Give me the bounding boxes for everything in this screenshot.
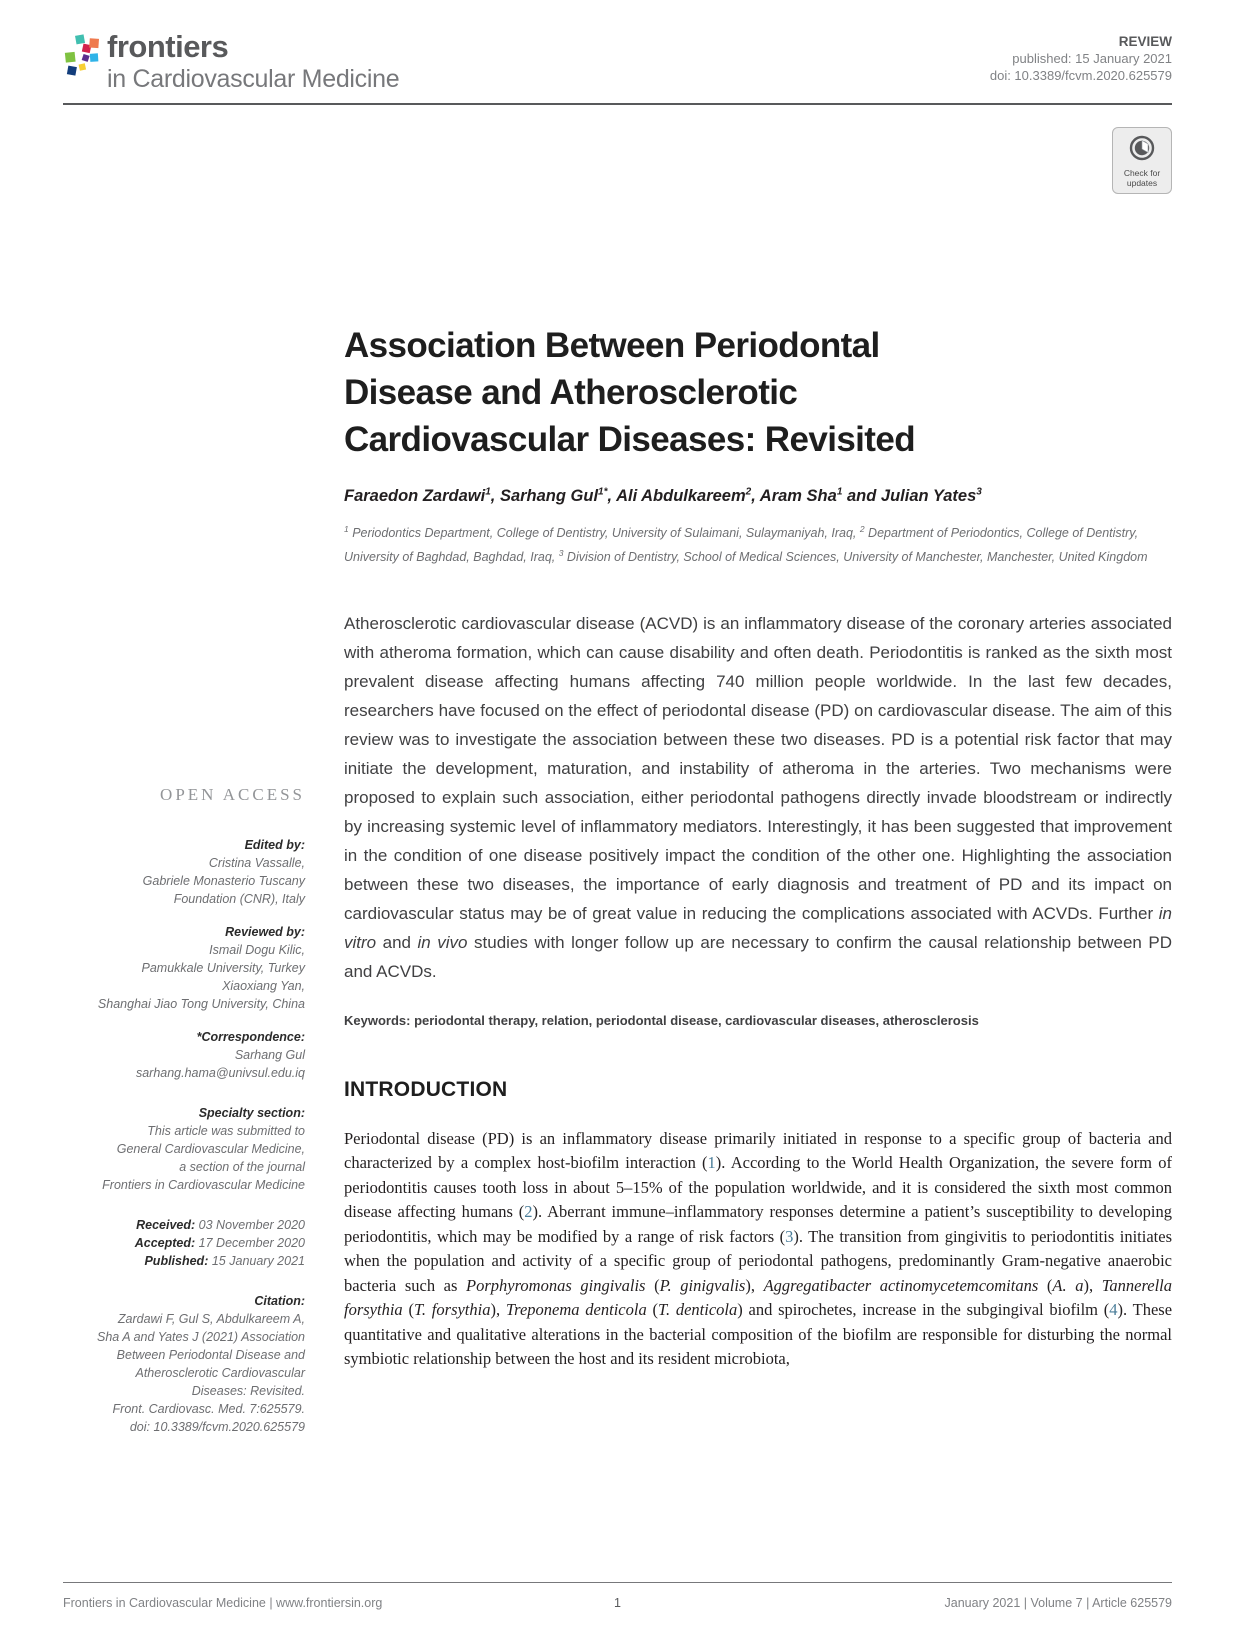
- correspondence-name: Sarhang Gul: [234, 1048, 305, 1062]
- keywords-line: Keywords: periodontal therapy, relation, periodontal disease, cardiovascular diseases, atherosclerosis: [344, 1012, 979, 1028]
- specialty-line: Frontiers in Cardiovascular Medicine: [102, 1178, 305, 1192]
- author-list: [344, 486, 1172, 506]
- species-name: Aggregatibacter actinomycetemcomitans: [763, 1275, 1039, 1295]
- species-name: Treponema denticola: [505, 1300, 647, 1320]
- published-date-line: published: 15 January 2021: [1012, 51, 1172, 66]
- footer-issue-info: January 2021 | Volume 7 | Article 625579: [944, 1596, 1173, 1610]
- footer-journal-url: Frontiers in Cardiovascular Medicine | www.frontiersin.org: [63, 1596, 383, 1610]
- footer-row: [63, 1596, 1172, 1610]
- citation-line: Diseases: Revisited.: [191, 1384, 305, 1398]
- author: Sarhang Gul$^{1*}$,: [499, 486, 617, 505]
- journal-name-field: in Cardiovascular Medicine: [107, 65, 400, 93]
- sidebar: [63, 322, 305, 1451]
- journal-header: [63, 15, 1172, 97]
- author-affiliation-sup: 3: [976, 486, 982, 497]
- correspondence-label: *Correspondence:: [196, 1030, 305, 1044]
- species-name: T. denticola: [658, 1300, 738, 1320]
- abstract: Atherosclerotic cardiovascular disease (ACVD) is an inflammatory disease of the coronary arteries associated with atheroma formation, which can cause disability and often death. Periodontitis is ranked as the sixth most prevalent disease affecting humans affecting 740 million people worldwide. In the last few decades, researchers have focused on the effect of periodontal disease (PD) on cardiovascular disease. The aim of this review was to investigate the association between these two diseases. PD is a potential risk factor that may initiate the development, maturation, and instability of atheroma in the arteries. Two mechanisms were proposed to explain such association, either periodontal pathogens directly invade bloodstream or indirectly by increasing systemic level of inflammatory mediators. Interestingly, it has been suggested that improvement in the condition of one disease positively impact the condition of the other one. Highlighting the association between these two diseases, the importance of early diagnosis and treatment of PD and its impact on cardiovascular status may be of great value in reducing the complications associated with ACVDs. Further in vitro and in vivo studies with longer follow up are necessary to confirm the causal relationship between PD and ACVDs.: [344, 613, 1173, 981]
- author-affiliation-sup: 2: [745, 486, 752, 497]
- section-heading-introduction: INTRODUCTION: [344, 1077, 508, 1101]
- correspondence-email[interactable]: sarhang.hama@univsul.edu.iq: [135, 1066, 305, 1080]
- specialty-line: General Cardiovascular Medicine,: [116, 1142, 305, 1156]
- specialty-section-block: [63, 1104, 305, 1194]
- citation-ref[interactable]: 4: [1109, 1300, 1118, 1320]
- author-affiliation-sup: 1: [836, 486, 843, 497]
- species-name: T. forsythia: [413, 1300, 491, 1320]
- frontiers-cubes-icon: [63, 17, 101, 97]
- species-name: Tannerella forsythia: [344, 1275, 1172, 1320]
- citation-label: Citation:: [254, 1294, 305, 1308]
- citation-ref[interactable]: 3: [785, 1226, 794, 1246]
- author: Julian Yates$^3$: [880, 486, 982, 505]
- reviewed-by-block: [63, 923, 305, 1013]
- badge-row: [63, 127, 1172, 194]
- italic-term: in vivo: [417, 932, 468, 952]
- check-for-updates-label: Check for updates: [1123, 168, 1161, 188]
- header-meta: [990, 33, 1172, 84]
- author: Aram Sha$^1$ and: [759, 486, 881, 505]
- content: [63, 322, 1172, 1451]
- specialty-line: This article was submitted to: [147, 1124, 305, 1138]
- frontiers-logo: [63, 15, 399, 97]
- citation-ref[interactable]: 1: [707, 1153, 716, 1173]
- author-affiliation-sup: 1*: [598, 486, 608, 497]
- italic-term: in vitro: [344, 903, 1172, 952]
- specialty-line: a section of the journal: [179, 1160, 305, 1174]
- species-name: P. ginigvalis: [659, 1275, 746, 1295]
- reviewer-line: Shanghai Jiao Tong University, China: [97, 997, 305, 1011]
- journal-name-frontiers: frontiers: [107, 29, 229, 64]
- page-footer: [63, 1582, 1172, 1636]
- footer-divider: [63, 1582, 1172, 1583]
- article-title: Association Between Periodontal Disease and Atherosclerotic Cardiovascular Diseases: Revisited: [344, 326, 916, 459]
- reviewer-line: Ismail Dogu Kilic,: [209, 943, 305, 957]
- affiliations: $^1$ Periodontics Department, College of Dentistry, University of Sulaimani, Sulaymaniyah, Iraq, $^2$ Department of Periodontics, College of Dentistry, University of Baghdad, Baghdad, Iraq, $^3$ Division of Dentistry, School of Medical Sciences, University of Manchester, Manchester, United Kingdom: [344, 523, 1148, 564]
- editor-line: Foundation (CNR), Italy: [173, 892, 305, 906]
- article-type-label: REVIEW: [1118, 34, 1172, 49]
- published-line: Published: 15 January 2021: [144, 1254, 305, 1268]
- introduction-paragraph: Periodontal disease (PD) is an inflammatory disease primarily initiated in response to a specific group of bacteria and characterized by a complex host-biofilm interaction (1). According to the World Health Organization, the severe form of periodontitis causes tooth loss in about 5–15% of the population worldwide, and it is considered the sixth most common disease affecting humans (2). Aberrant immune–inflammatory responses determine a patient’s susceptibility to developing periodontitis, which may be modified by a range of risk factors (3). The transition from gingivitis to periodontitis initiates when the population and activity of a specific group of periodontal pathogens, predominantly Gram-negative anaerobic bacteria such as Porphyromonas gingivalis (P. ginigvalis), Aggregatibacter actinomycetemcomitans (A. a), Tannerella forsythia (T. forsythia), Treponema denticola (T. denticola) and spirochetes, increase in the subgingival biofilm (4). These quantitative and qualitative alterations in the bacterial composition of the biofilm are responsible for disturbing the normal symbiotic relationship between the host and its resident microbiota,: [344, 1128, 1173, 1369]
- journal-name: [107, 31, 399, 94]
- citation-ref[interactable]: 2: [524, 1202, 533, 1222]
- crossmark-circle-icon: [1129, 135, 1155, 161]
- specialty-section-label: Specialty section:: [198, 1106, 305, 1120]
- edited-by-label: Edited by:: [244, 838, 305, 852]
- doi-line: doi: 10.3389/fcvm.2020.625579: [989, 68, 1172, 83]
- author-affiliation-sup: 1: [485, 486, 491, 497]
- check-for-updates-badge[interactable]: [1112, 127, 1172, 194]
- received-line: Received: 03 November 2020: [136, 1218, 305, 1232]
- reviewer-line: Xiaoxiang Yan,: [222, 979, 305, 993]
- open-access-label: OPEN ACCESS: [160, 785, 305, 804]
- editor-line: Gabriele Monasterio Tuscany: [142, 874, 305, 888]
- citation-line: Front. Cardiovasc. Med. 7:625579.: [112, 1402, 305, 1416]
- species-name: Porphyromonas gingivalis: [466, 1275, 646, 1295]
- reviewer-line: Pamukkale University, Turkey: [141, 961, 305, 975]
- correspondence-block: [63, 1028, 305, 1082]
- citation-line: Zardawi F, Gul S, Abdulkareem A,: [117, 1312, 305, 1326]
- editor-line: Cristina Vassalle,: [208, 856, 305, 870]
- citation-line: Sha A and Yates J (2021) Association: [97, 1330, 305, 1344]
- species-name: A. a: [1052, 1275, 1084, 1295]
- author: Faraedon Zardawi$^1$,: [344, 486, 500, 505]
- page-number: 1: [614, 1596, 621, 1610]
- accepted-line: Accepted: 17 December 2020: [134, 1236, 305, 1250]
- citation-line: Between Periodontal Disease and: [116, 1348, 305, 1362]
- citation-line: doi: 10.3389/fcvm.2020.625579: [129, 1420, 305, 1434]
- edited-by-block: [63, 836, 305, 908]
- main-column: [305, 322, 1172, 1451]
- citation-line: Atherosclerotic Cardiovascular: [135, 1366, 305, 1380]
- history-dates-block: [63, 1216, 305, 1270]
- citation-block: [63, 1292, 305, 1436]
- reviewed-by-label: Reviewed by:: [225, 925, 305, 939]
- header-divider: [63, 103, 1172, 105]
- author: Ali Abdulkareem$^2$,: [616, 486, 760, 505]
